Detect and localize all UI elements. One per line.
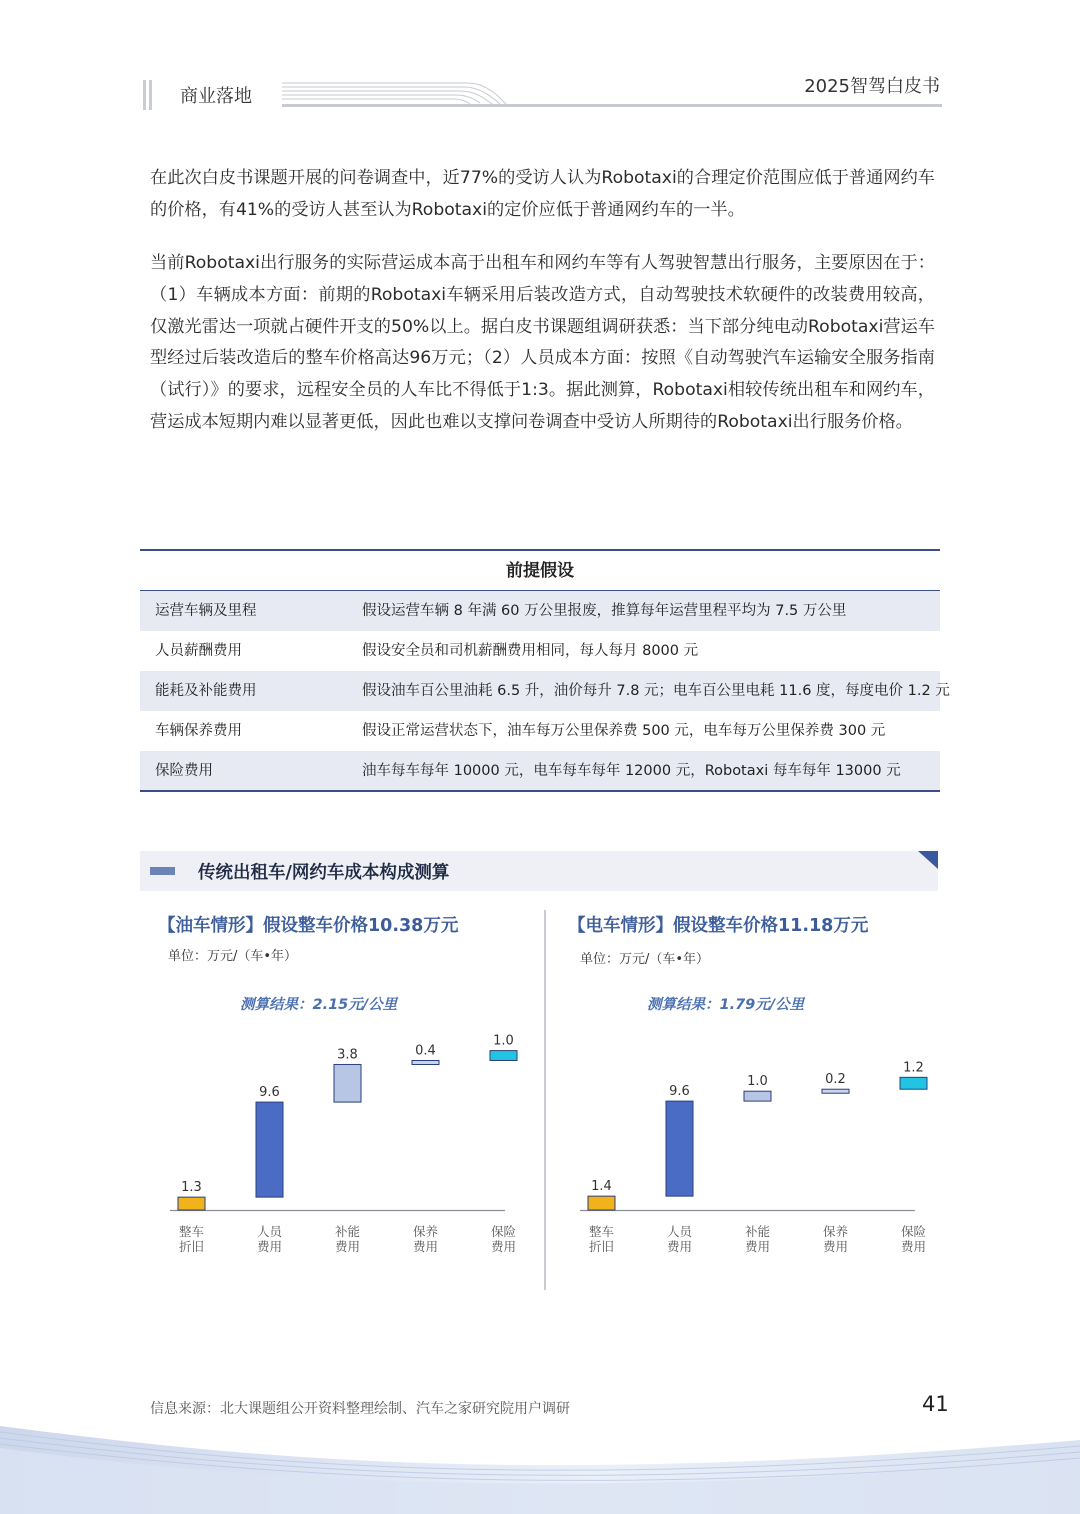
waterfall-chart-ev	[560, 1030, 940, 1280]
data-label-1-0: 1.4	[591, 1179, 612, 1195]
bar-0-1	[256, 1102, 283, 1197]
bar-1-4	[900, 1077, 927, 1089]
data-label-1-3: 0.2	[825, 1072, 846, 1088]
category-label-0-2-1: 费用	[334, 1239, 361, 1254]
bar-1-3	[822, 1089, 849, 1093]
page-number: 41	[922, 1392, 949, 1416]
category-label-1-4-1: 费用	[900, 1239, 927, 1254]
bar-0-4	[490, 1051, 517, 1061]
category-label-0-4-1: 费用	[490, 1239, 517, 1254]
footer-source: 信息来源：北大课题组公开资料整理绘制、汽车之家研究院用户调研	[150, 1401, 570, 1417]
data-label-1-1: 9.6	[669, 1084, 690, 1100]
chart-unit-ev: 单位：万元/（车•年）	[580, 952, 710, 967]
category-label-1-2-1: 费用	[744, 1239, 771, 1254]
bar-0-0	[178, 1197, 205, 1210]
table-row	[140, 711, 940, 751]
data-label-0-1: 9.6	[259, 1085, 280, 1101]
header-decor-bars	[143, 80, 155, 110]
category-label-1-4-0: 保险	[900, 1224, 927, 1239]
table-row	[140, 671, 950, 711]
chart-title-ev: 【电车情形】假设整车价格11.18万元	[568, 916, 869, 936]
chart-unit-gas: 单位：万元/（车•年）	[168, 949, 298, 964]
table-cell-desc: 假设正常运营状态下，油车每万公里保养费 500 元，电车每万公里保养费 300 元	[362, 723, 886, 739]
category-label-1-3-0: 保养	[822, 1224, 849, 1239]
category-label-0-1-0: 人员	[256, 1224, 283, 1239]
data-label-0-4: 1.0	[493, 1033, 514, 1049]
chart-result-ev: 测算结果：1.79元/公里	[647, 997, 805, 1013]
category-label-1-1-1: 费用	[666, 1239, 693, 1254]
table-top-rule	[140, 549, 940, 551]
data-label-0-2: 3.8	[337, 1047, 358, 1063]
banner-accent-bar	[150, 867, 175, 875]
table-cell-desc: 油车每车每年 10000 元，电车每车每年 12000 元，Robotaxi 每车每年 13000 元	[362, 763, 901, 779]
paragraph-cost-analysis: 当前Robotaxi出行服务的实际营运成本高于出租车和网约车等有人驾驶智慧出行服务，主要原因在于：（1）车辆成本方面：前期的Robotaxi车辆采用后装改造方式，自动驾驶技术软硬件的改装费用较高，仅激光雷达一项就占硬件开支的50%以上。据白皮书课题组调研获悉：当下部分纯电动Robotaxi营运车型经过后装改造后的整车价格高达96万元；（2）人员成本方面：按照《自动驾驶汽车运输安全服务指南（试行）》的要求，远程安全员的人车比不得低于1:3。据此测算，Robotaxi相较传统出租车和网约车，营运成本短期内难以显著更低，因此也难以支撑问卷调查中受访人所期待的Robotaxi出行服务价格。	[150, 253, 935, 432]
table-row	[140, 591, 940, 631]
category-label-1-0-1: 折旧	[588, 1239, 615, 1254]
bar-1-2	[744, 1091, 771, 1101]
category-label-0-3-1: 费用	[412, 1239, 439, 1254]
category-label-0-4-0: 保险	[490, 1224, 517, 1239]
paragraph-survey: 在此次白皮书课题开展的问卷调查中，近77%的受访人认为Robotaxi的合理定价范围应低于普通网约车的价格，有41%的受访人甚至认为Robotaxi的定价应低于普通网约车的一半。	[150, 168, 935, 220]
category-label-1-1-0: 人员	[666, 1224, 693, 1239]
category-label-0-0-0: 整车	[178, 1224, 205, 1239]
header-doc-title: 2025智驾白皮书	[804, 76, 940, 97]
bar-1-1	[666, 1101, 693, 1196]
category-label-1-2-0: 补能	[744, 1224, 771, 1239]
table-cell-item: 运营车辆及里程	[155, 603, 257, 619]
chart-result-gas: 测算结果：2.15元/公里	[240, 997, 398, 1013]
table-cell-item: 保险费用	[155, 763, 213, 779]
data-label-0-3: 0.4	[415, 1043, 436, 1059]
category-label-0-3-0: 保养	[412, 1224, 439, 1239]
chart-divider	[544, 910, 546, 1290]
table-row	[140, 631, 940, 671]
table-bottom-rule	[140, 790, 940, 792]
category-label-0-2-0: 补能	[334, 1224, 361, 1239]
table-title: 前提假设	[140, 552, 940, 591]
table-cell-item: 能耗及补能费用	[155, 683, 257, 699]
header-section-label: 商业落地	[180, 86, 252, 107]
data-label-1-4: 1.2	[903, 1060, 924, 1076]
category-label-0-1-1: 费用	[256, 1239, 283, 1254]
chart-title-gas: 【油车情形】假设整车价格10.38万元	[158, 916, 459, 936]
table-cell-item: 人员薪酬费用	[155, 643, 242, 659]
table-cell-desc: 假设安全员和司机薪酬费用相同，每人每月 8000 元	[362, 643, 699, 659]
category-label-0-0-1: 折旧	[178, 1239, 205, 1254]
table-cell-desc: 假设运营车辆 8 年满 60 万公里报废，推算每年运营里程平均为 7.5 万公里	[362, 603, 847, 619]
table-row	[140, 751, 940, 791]
banner-corner-triangle	[918, 851, 938, 869]
table-cell-item: 车辆保养费用	[155, 723, 242, 739]
bar-0-2	[334, 1064, 361, 1102]
category-label-1-0-0: 整车	[588, 1224, 615, 1239]
table-cell-desc: 假设油车百公里油耗 6.5 升，油价每升 7.8 元；电车百公里电耗 11.6 度，每度电价 1.2 元	[362, 683, 950, 699]
chart-section-title: 传统出租车/网约车成本构成测算	[198, 863, 450, 883]
footer-wave-decor	[0, 1418, 1080, 1514]
waterfall-chart-gas	[150, 1030, 530, 1280]
bar-1-0	[588, 1196, 615, 1210]
bar-0-3	[412, 1061, 439, 1065]
data-label-1-2: 1.0	[747, 1074, 768, 1090]
data-label-0-0: 1.3	[181, 1180, 202, 1196]
category-label-1-3-1: 费用	[822, 1239, 849, 1254]
